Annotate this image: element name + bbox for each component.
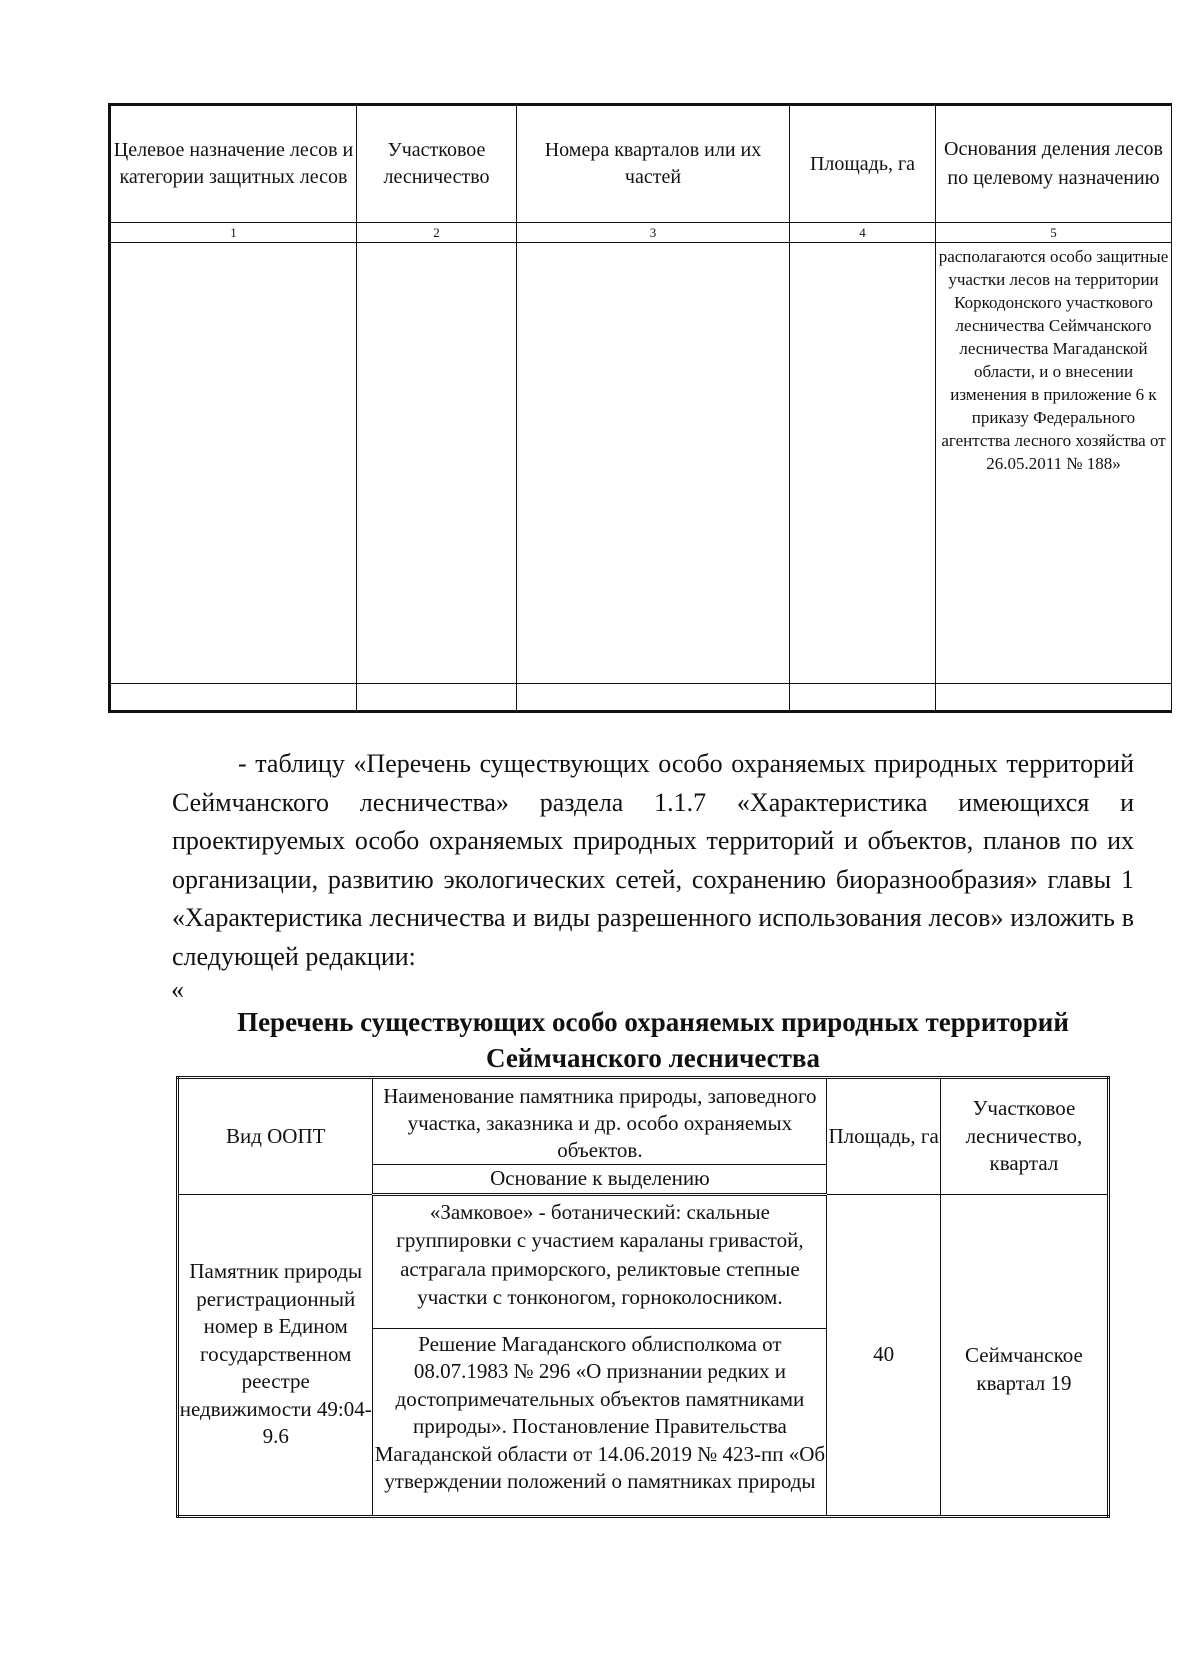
column-number: 5 bbox=[936, 223, 1172, 243]
header-district-quarter: Участковое лесничество, квартал bbox=[940, 1078, 1108, 1195]
table-header-row bbox=[178, 1078, 1109, 1165]
table-row bbox=[178, 1194, 1109, 1328]
header-area: Площадь, га bbox=[827, 1078, 940, 1195]
header-basis: Основание к выделению bbox=[373, 1165, 827, 1195]
cell-basis: располагаются особо защитные участки лесов на территории Коркодонского участкового лесничества Сеймчанского лесничества Магаданской области, и о внесении изменения в приложение 6 к приказу Федерального агентства лесного хозяйства от 26.05.2011 № 188» bbox=[936, 243, 1172, 684]
cell-area bbox=[790, 243, 936, 684]
forest-purpose-table bbox=[108, 103, 1172, 713]
cell-area: 40 bbox=[827, 1194, 940, 1516]
column-number: 4 bbox=[790, 223, 936, 243]
column-number: 1 bbox=[110, 223, 357, 243]
cell-district bbox=[357, 243, 517, 684]
column-number: 3 bbox=[517, 223, 790, 243]
header-area: Площадь, га bbox=[790, 105, 936, 223]
cell-district-quarter: Сеймчанское квартал 19 bbox=[940, 1194, 1108, 1516]
cell-purpose bbox=[110, 243, 357, 684]
header-oopt-type: Вид ООПТ bbox=[178, 1078, 373, 1195]
column-number: 2 bbox=[357, 223, 517, 243]
oopt-table bbox=[176, 1076, 1110, 1518]
cell-oopt-type: Памятник природы регистрационный номер в Едином государственном реестре недвижимости 49:04-9.6 bbox=[178, 1194, 373, 1516]
cell-basis: Решение Магаданского облисполкома от 08.07.1983 № 296 «О признании редких и достопримечательных объектов памятниками природы». Постановление Правительства Магаданской области от 14.06.2019 № 423-пп «Об утверждении положений о памятниках природы bbox=[373, 1328, 827, 1516]
body-paragraph: - таблицу «Перечень существующих особо охраняемых природных территорий Сеймчанского лесничества» раздела 1.1.7 «Характеристика имеющихся и проектируемых особо охраняемых природных территорий и объектов, планов по их организации, развитию экологических сетей, сохранению биоразнообразия» главы 1 «Характеристика лесничества и виды разрешенного использования лесов» изложить в следующей редакции: bbox=[172, 749, 1134, 971]
cell-object-name: «Замковое» - ботанический: скальные группировки с участием караланы гривастой, астрагала приморского, реликтовые степные участки с тонконогом, горноколосником. bbox=[373, 1194, 827, 1328]
opening-quote: « bbox=[171, 975, 184, 1004]
table-row-empty bbox=[110, 684, 1172, 712]
header-basis: Основания деления лесов по целевому назначению bbox=[936, 105, 1172, 223]
column-number-row bbox=[110, 223, 1172, 243]
table-header-row bbox=[110, 105, 1172, 223]
header-quarters: Номера кварталов или их частей bbox=[517, 105, 790, 223]
table-row bbox=[110, 243, 1172, 684]
table-title: Перечень существующих особо охраняемых природных территорий Сеймчанского лесничества bbox=[237, 1007, 1069, 1073]
cell-quarters bbox=[517, 243, 790, 684]
header-object-name: Наименование памятника природы, заповедного участка, заказника и др. особо охраняемых объектов. bbox=[373, 1078, 827, 1165]
header-purpose: Целевое назначение лесов и категории защитных лесов bbox=[110, 105, 357, 223]
header-district: Участковое лесничество bbox=[357, 105, 517, 223]
